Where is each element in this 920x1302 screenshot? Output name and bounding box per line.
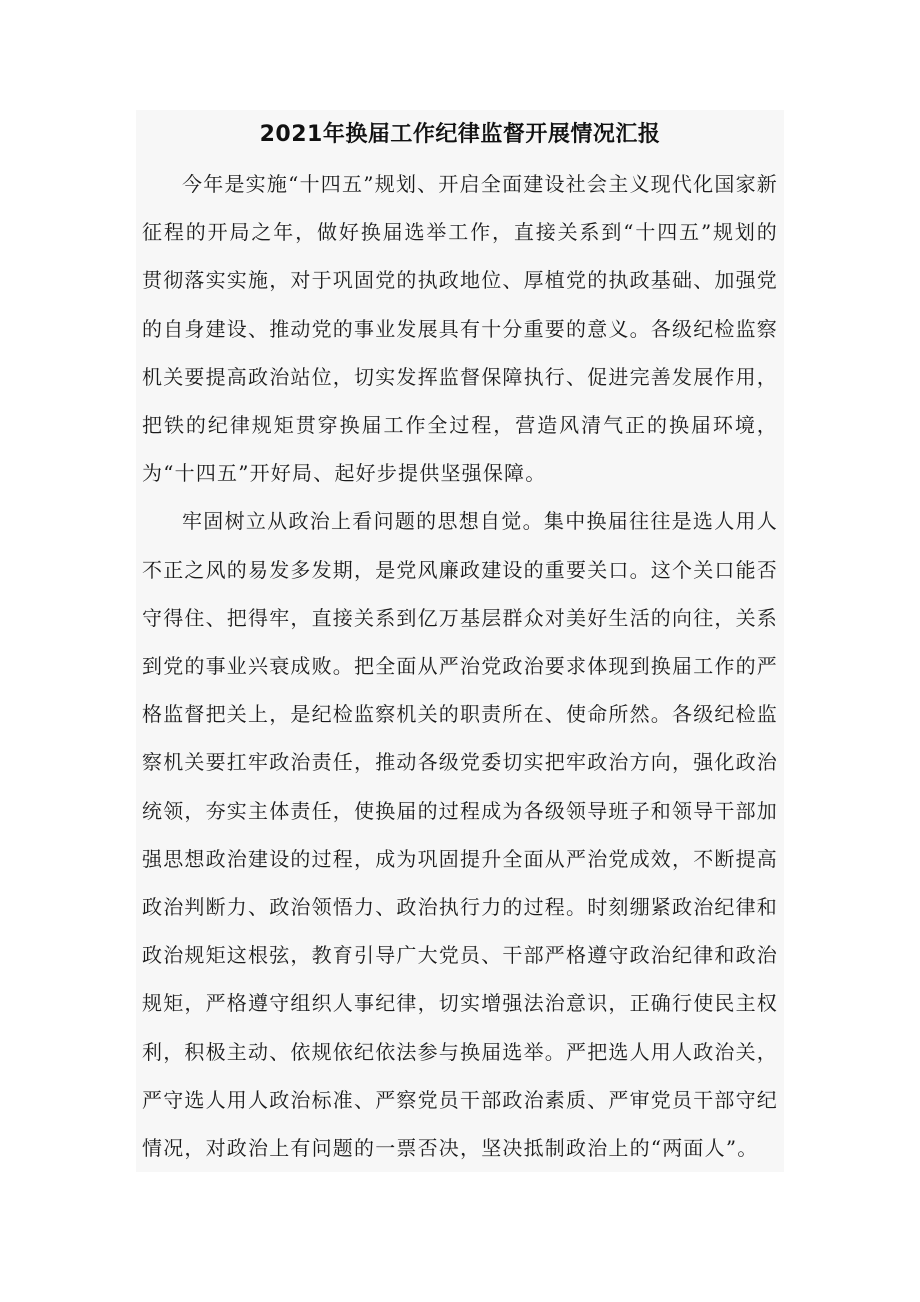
document-title: 2021年换届工作纪律监督开展情况汇报 xyxy=(259,122,661,147)
document-page xyxy=(136,110,784,1172)
paragraph-political-awareness: 牢固树立从政治上看问题的思想自觉。集中换届往往是选人用人不正之风的易发多发期，是党风廉政建设的重要关口。这个关口能否守得住、把得牢，直接关系到亿万基层群众对美好生活的向往，关系到党的事业兴衰成败。把全面从严治党政治要求体现到换届工作的严格监督把关上，是纪检监察机关的职责所在、使命所然。各级纪检监察机关要扛牢政治责任，推动各级党委切实把牢政治方向，强化政治统领，夯实主体责任，使换届的过程成为各级领导班子和领导干部加强思想政治建设的过程，成为巩固提升全面从严治党成效，不断提高政治判断力、政治领悟力、政治执行力的过程。时刻绷紧政治纪律和政治规矩这根弦，教育引导广大党员、干部严格遵守政治纪律和政治规矩，严格遵守组织人事纪律，切实增强法治意识，正确行使民主权利，积极主动、依规依纪依法参与换届选举。严把选人用人政治关，严守选人用人政治标准、严察党员干部政治素质、严审党员干部守纪情况，对政治上有问题的一票否决，坚决抵制政治上的“两面人”。 xyxy=(142,509,778,1161)
paragraph-intro: 今年是实施“十四五”规划、开启全面建设社会主义现代化国家新征程的开局之年，做好换届选举工作，直接关系到“十四五”规划的贯彻落实实施，对于巩固党的执政地位、厚植党的执政基础、加强党的自身建设、推动党的事业发展具有十分重要的意义。各级纪检监察机关要提高政治站位，切实发挥监督保障执行、促进完善发展作用，把铁的纪律规矩贯穿换届工作全过程，营造风清气正的换届环境，为“十四五”开好局、起好步提供坚强保障。 xyxy=(142,172,778,486)
